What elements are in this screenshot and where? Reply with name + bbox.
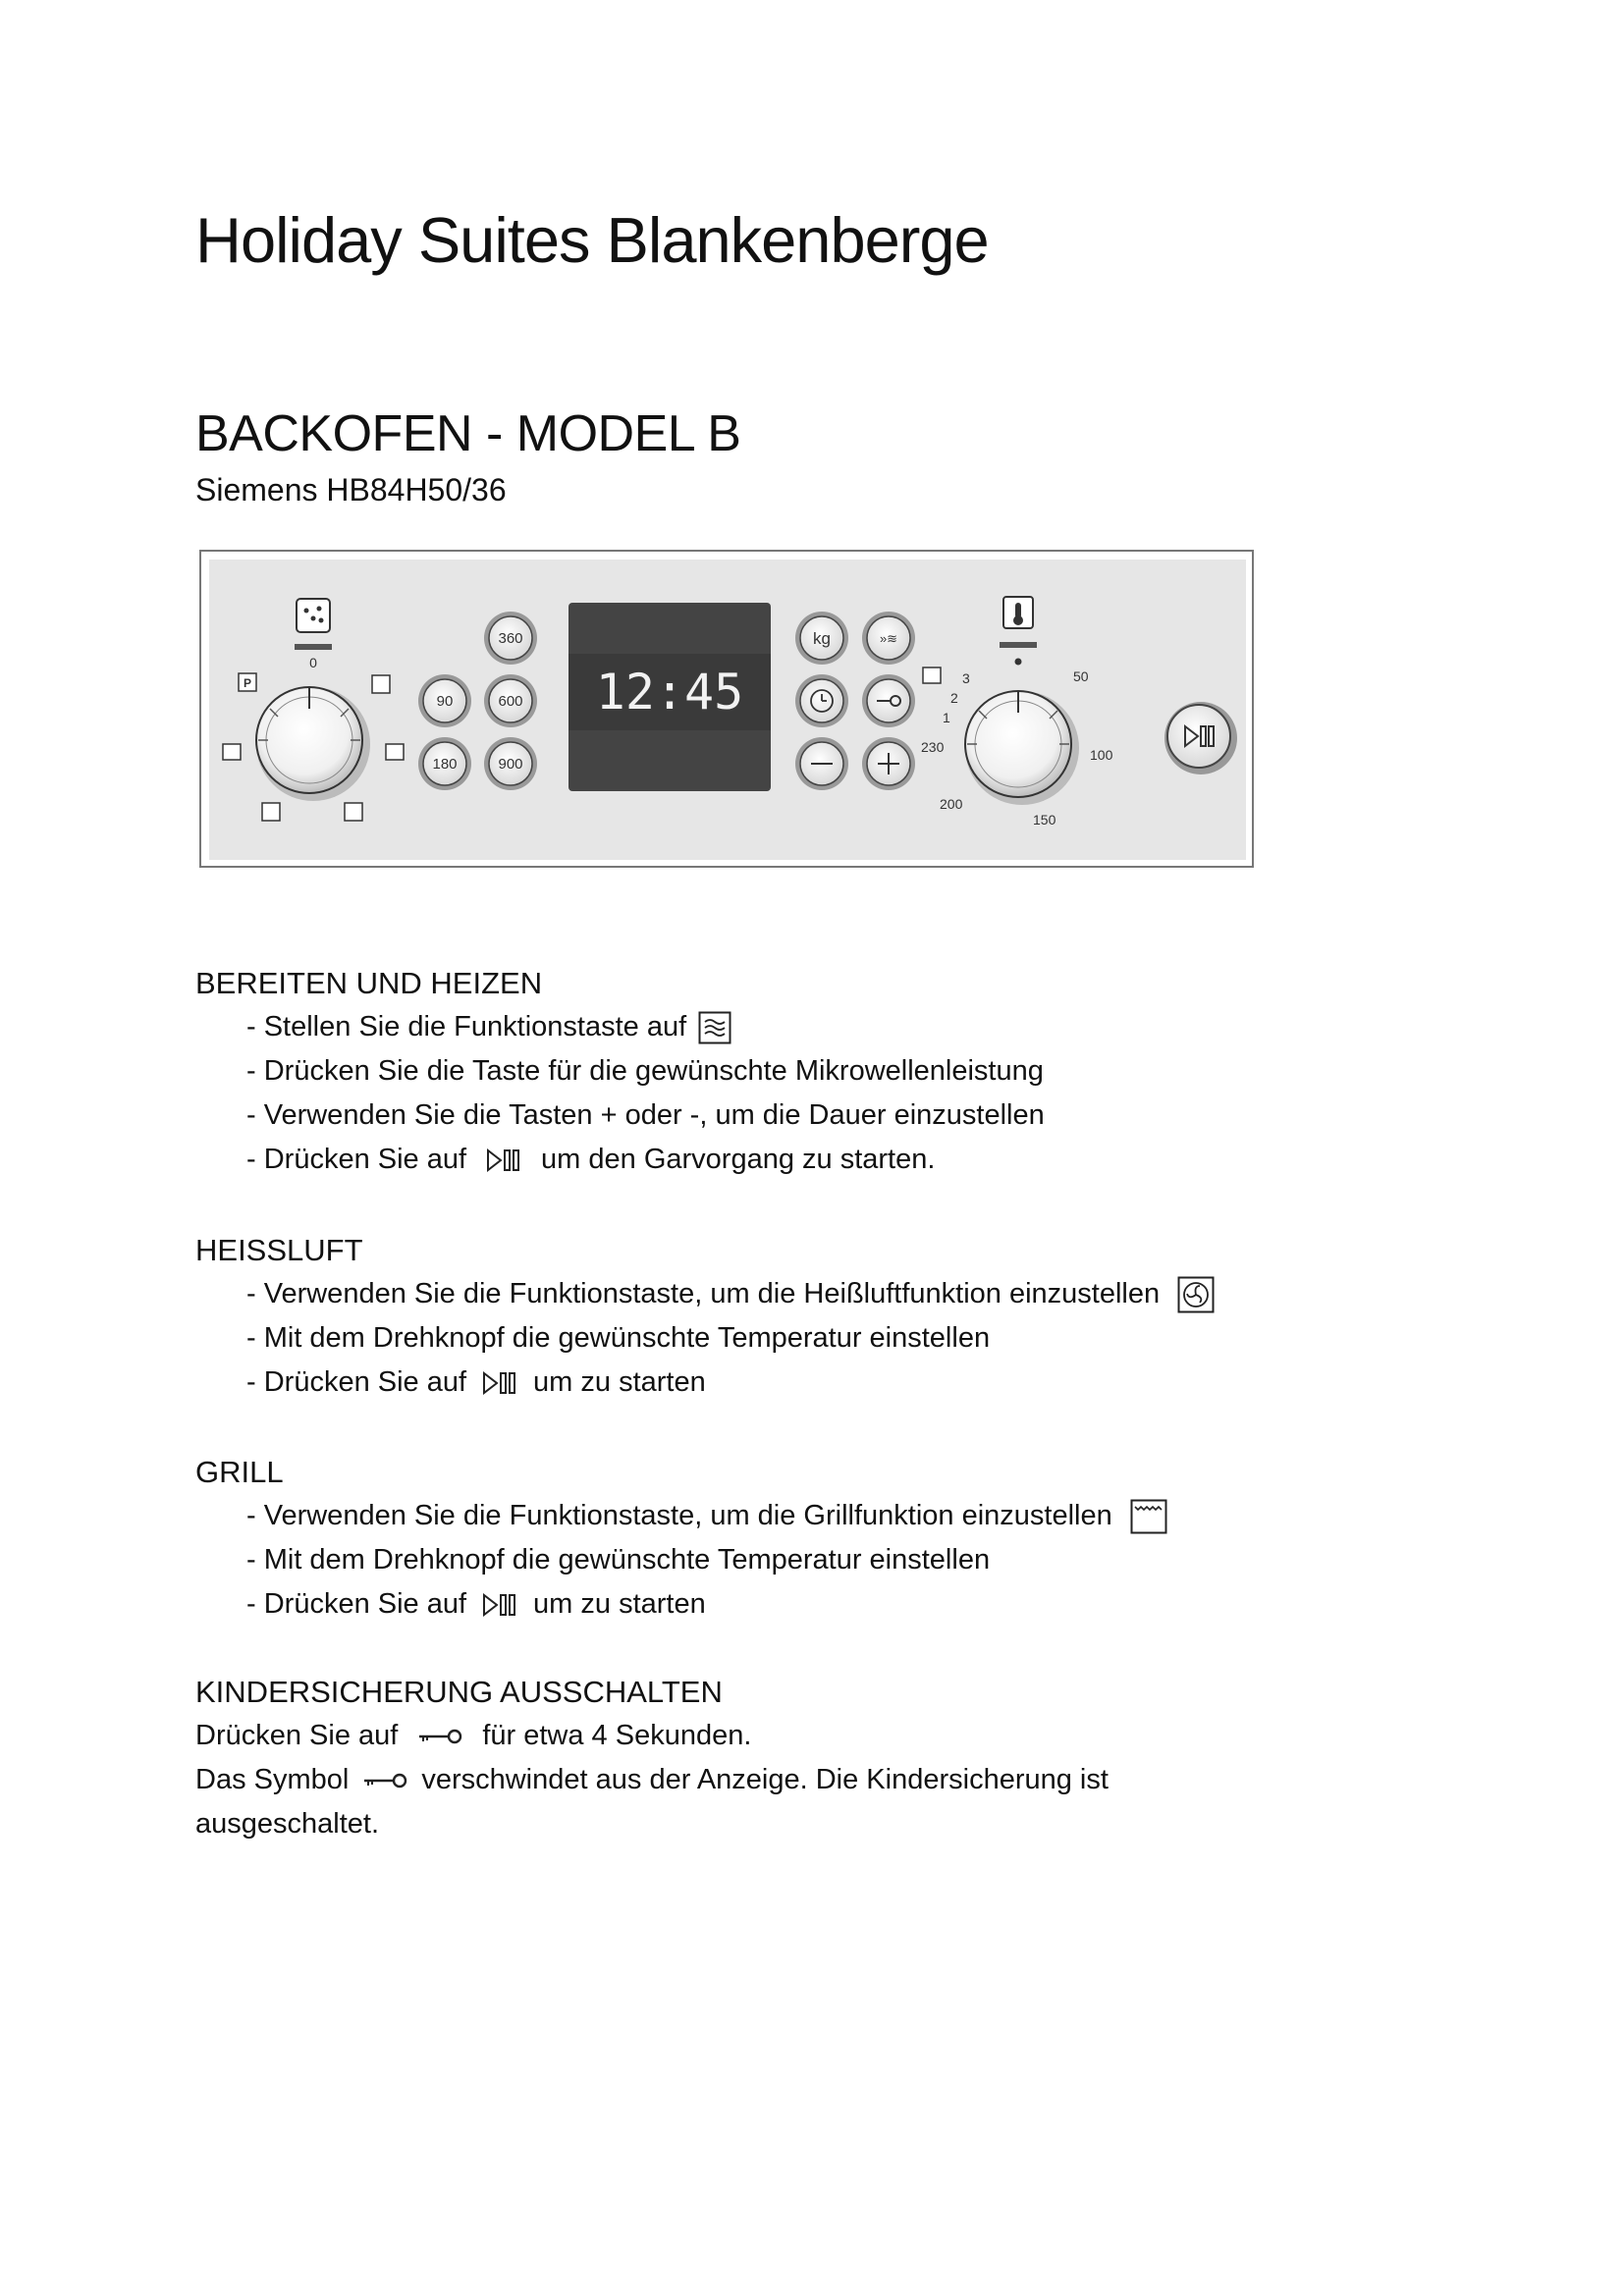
play-pause-icon xyxy=(482,1593,517,1617)
key-icon xyxy=(417,1727,462,1746)
instruction-line: - Verwenden Sie die Funktionstaste, um die Heißluftfunktion einzustellen xyxy=(195,1272,1472,1316)
grill-icon xyxy=(1130,1499,1167,1534)
svg-text:200: 200 xyxy=(940,796,963,812)
section-grill xyxy=(195,1451,1472,1627)
svg-text:»≋: »≋ xyxy=(879,631,898,646)
play-pause-icon xyxy=(482,1371,517,1395)
svg-text:600: 600 xyxy=(498,693,523,710)
svg-text:kg: kg xyxy=(813,629,831,648)
instruction-line: Das Symbol verschwindet aus der Anzeige. Die Kindersicherung ist xyxy=(195,1764,1109,1795)
instruction-line: - Verwenden Sie die Funktionstaste, um die Grillfunktion einzustellen xyxy=(195,1494,1472,1538)
fan-icon xyxy=(1177,1276,1215,1313)
svg-text:100: 100 xyxy=(1090,747,1113,763)
section-heading: BEREITEN UND HEIZEN xyxy=(195,966,543,1000)
instruction-line: - Mit dem Drehknopf die gewünschte Temperatur einstellen xyxy=(246,1544,991,1575)
instruction-line: Drücken Sie auf für etwa 4 Sekunden. xyxy=(195,1720,752,1751)
section-heissluft xyxy=(195,1229,1472,1405)
svg-text:360: 360 xyxy=(498,630,523,647)
model-subtitle: Siemens HB84H50/36 xyxy=(195,472,507,507)
svg-text:50: 50 xyxy=(1073,668,1089,684)
instruction-line: ausgeschaltet. xyxy=(195,1808,380,1840)
svg-text:3: 3 xyxy=(962,670,970,686)
instruction-line: - Verwenden Sie die Tasten + oder -, um die Dauer einzustellen xyxy=(246,1099,1045,1131)
time-display xyxy=(568,603,771,791)
key-icon xyxy=(362,1771,407,1790)
section-title: BACKOFEN - MODEL B xyxy=(195,405,741,462)
svg-text:2: 2 xyxy=(950,690,958,706)
start-button xyxy=(1164,702,1237,774)
instruction-line: - Drücken Sie auf um den Garvorgang zu starten. xyxy=(246,1144,936,1175)
svg-text:12:45: 12:45 xyxy=(595,664,744,721)
svg-text:230: 230 xyxy=(921,739,945,755)
svg-text:P: P xyxy=(243,676,252,690)
play-pause-icon xyxy=(486,1148,521,1172)
section-heading: HEISSLUFT xyxy=(195,1233,363,1267)
instruction-line: - Mit dem Drehknopf die gewünschte Temperatur einstellen xyxy=(246,1322,991,1354)
svg-text:90: 90 xyxy=(436,693,454,710)
instruction-line: - Drücken Sie die Taste für die gewünschte Mikrowellenleistung xyxy=(246,1055,1044,1087)
microwave-icon xyxy=(698,1011,731,1044)
svg-text:150: 150 xyxy=(1033,812,1056,828)
svg-text:1: 1 xyxy=(943,710,950,725)
section-heading: KINDERSICHERUNG AUSSCHALTEN xyxy=(195,1675,723,1709)
oven-control-panel-image xyxy=(199,550,1254,868)
section-heading: GRILL xyxy=(195,1455,284,1489)
instruction-line: - Stellen Sie die Funktionstaste auf xyxy=(195,1005,1472,1049)
page-title: Holiday Suites Blankenberge xyxy=(195,204,989,276)
section-bereiten xyxy=(195,962,1472,1182)
svg-text:180: 180 xyxy=(432,756,458,773)
instruction-line: - Drücken Sie auf um zu starten xyxy=(246,1588,706,1620)
section-kindersicherung xyxy=(195,1671,1472,1846)
instruction-line: - Drücken Sie auf um zu starten xyxy=(246,1366,706,1398)
svg-text:0: 0 xyxy=(309,655,317,670)
svg-text:900: 900 xyxy=(498,756,523,773)
